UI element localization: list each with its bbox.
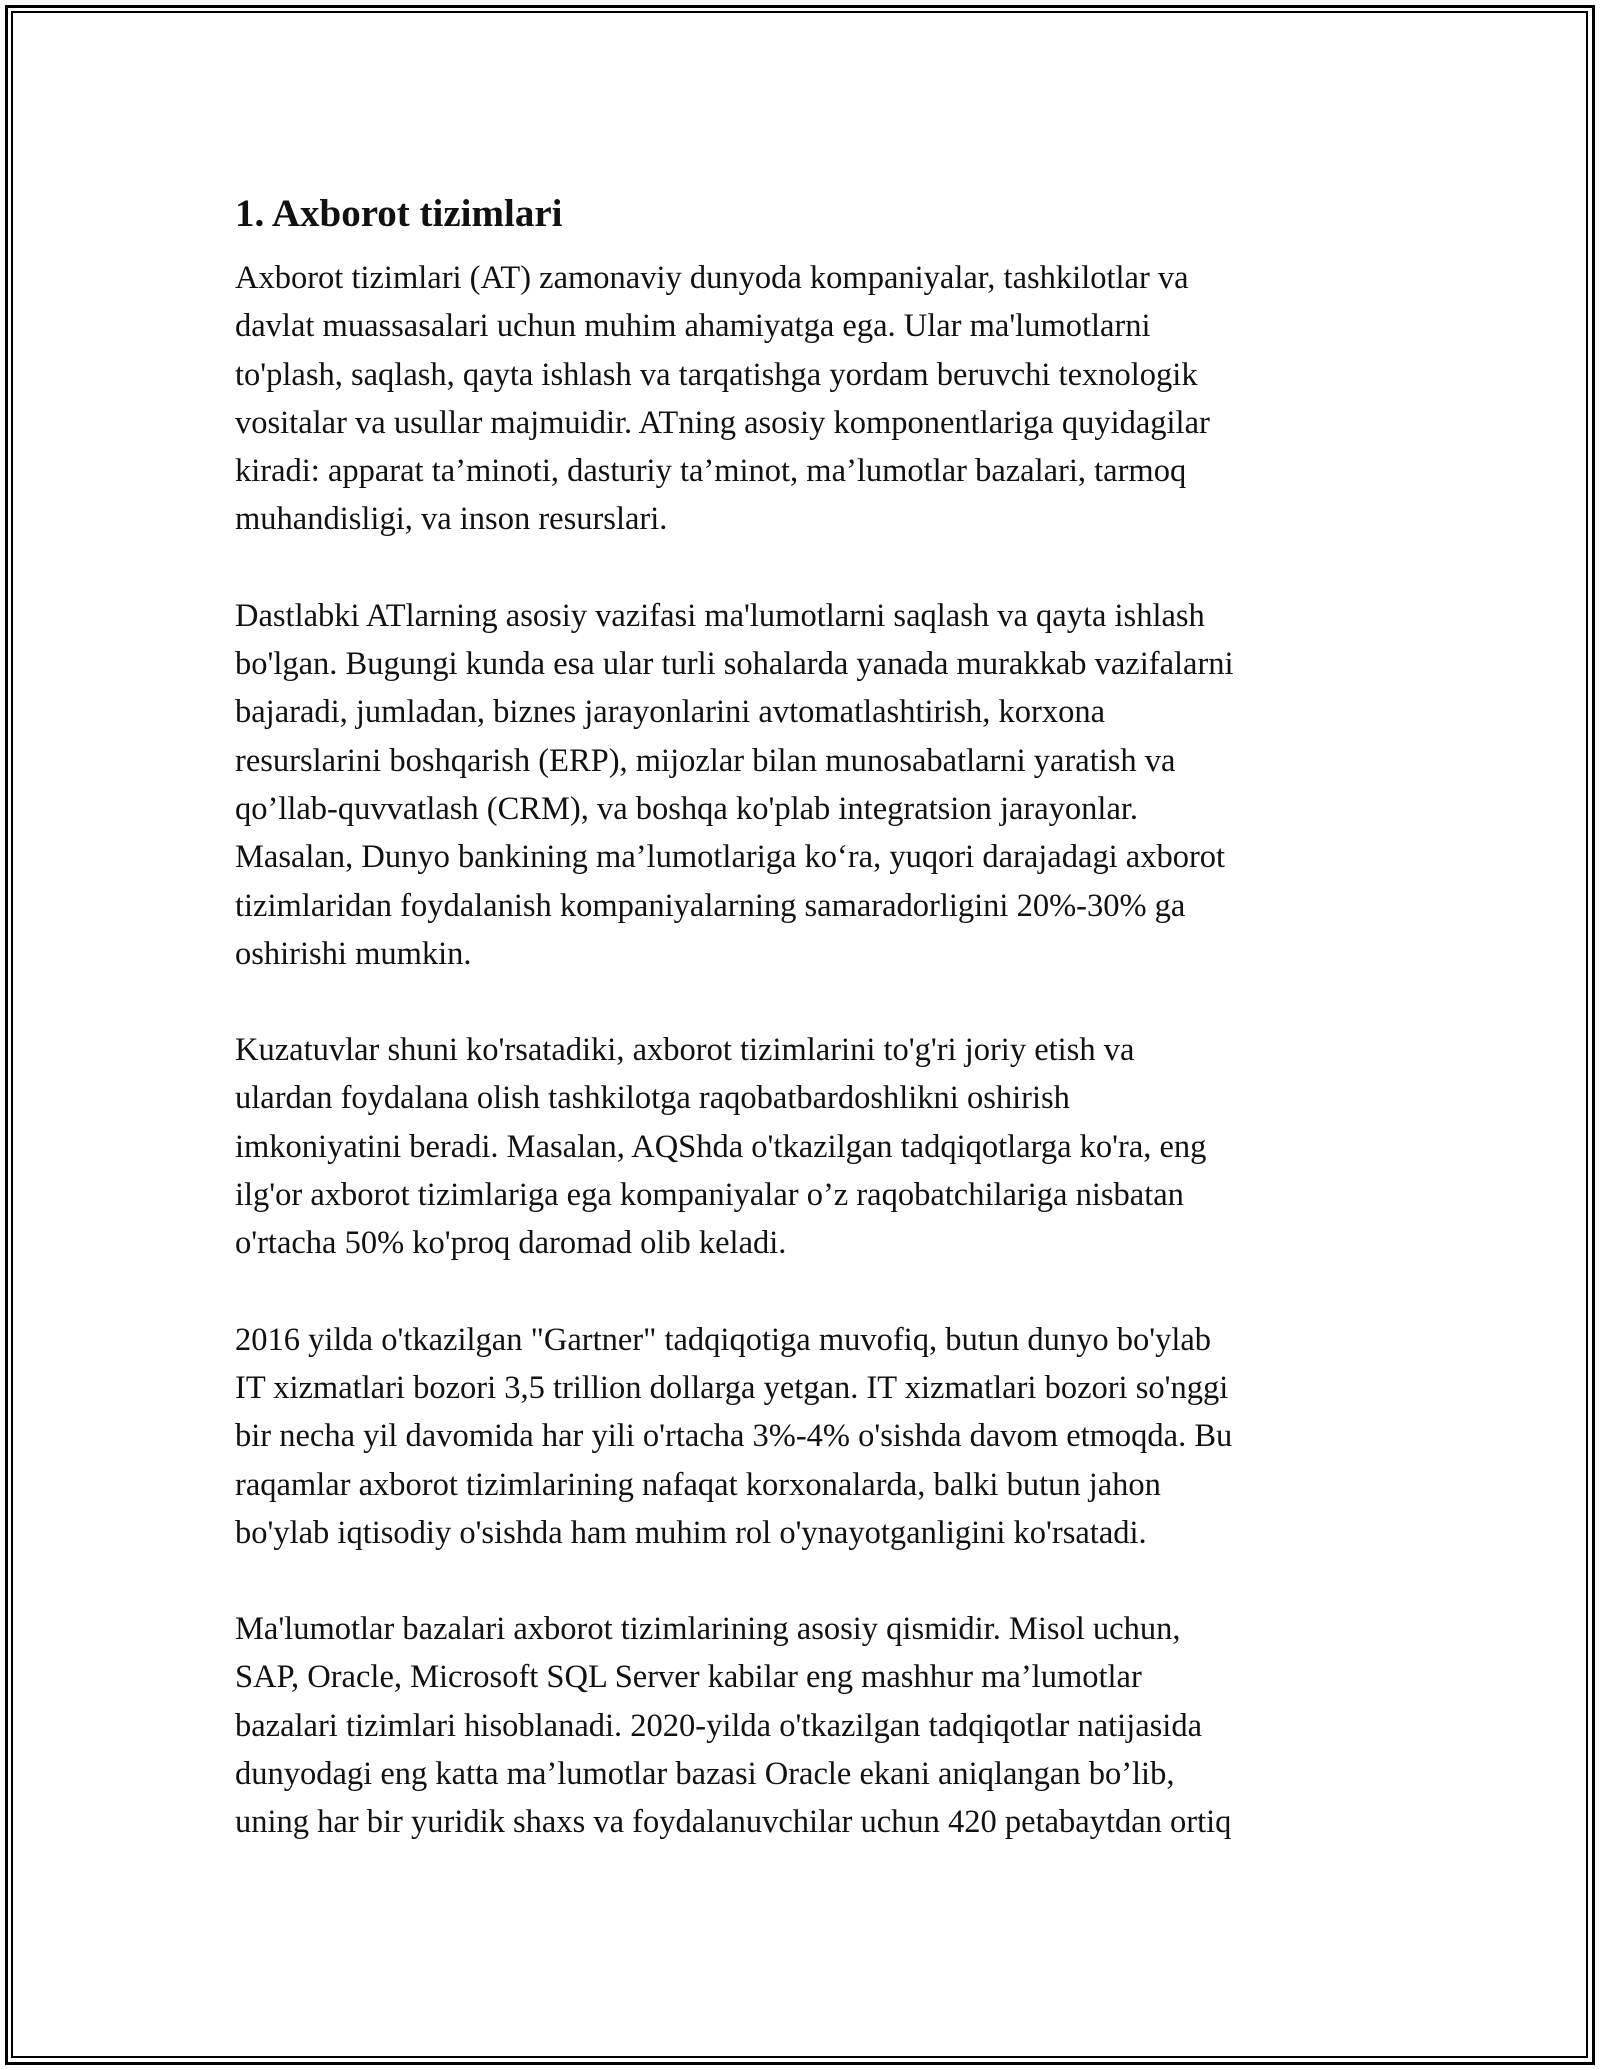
text-line: IT xizmatlari bozori 3,5 trillion dollarga yetgan. IT xizmatlari bozori so'nggi xyxy=(235,1369,1229,1406)
text-line: 2016 yilda o'tkazilgan "Gartner" tadqiqotiga muvofiq, butun dunyo bo'ylab xyxy=(235,1321,1212,1358)
text-line: Kuzatuvlar shuni ko'rsatadiki, axborot tizimlarini to'g'ri joriy etish va xyxy=(235,1032,1135,1069)
text-line: resurslarini boshqarish (ERP), mijozlar bilan munosabatlarni yaratish va xyxy=(235,742,1176,779)
text-line: imkoniyatini beradi. Masalan, AQShda o'tkazilgan tadqiqotlarga ko'ra, eng xyxy=(235,1128,1207,1165)
text-line: tizimlaridan foydalanish kompaniyalarning samaradorligini 20%-30% ga xyxy=(235,887,1186,924)
text-line: bo'lgan. Bugungi kunda esa ular turli sohalarda yanada murakkab vazifalarni xyxy=(235,646,1234,683)
document-body xyxy=(235,186,1375,1895)
section-title: 1. Axborot tizimlari xyxy=(235,192,563,235)
text-line: dunyodagi eng katta ma’lumotlar bazasi Oracle ekani aniqlangan bo’lib, xyxy=(235,1756,1175,1793)
paragraph-5 xyxy=(235,1605,1375,1846)
text-line: Masalan, Dunyo bankining ma’lumotlariga ko‘ra, yuqori darajadagi axborot xyxy=(235,839,1226,876)
text-line: uning har bir yuridik shaxs va foydalanuvchilar uchun 420 petabaytdan ortiq xyxy=(235,1804,1232,1841)
text-line: qo’llab-quvvatlash (CRM), va boshqa ko'plab integratsion jarayonlar. xyxy=(235,790,1139,827)
text-line: ilg'or axborot tizimlariga ega kompaniyalar o’z raqobatchilariga nisbatan xyxy=(235,1177,1184,1214)
paragraph-1 xyxy=(235,254,1375,544)
text-line: oshirishi mumkin. xyxy=(235,935,472,972)
text-line: SAP, Oracle, Microsoft SQL Server kabilar eng mashhur ma’lumotlar xyxy=(235,1659,1142,1696)
text-line: davlat muassasalari uchun muhim ahamiyatga ega. Ular ma'lumotlarni xyxy=(235,308,1151,345)
text-line: Ma'lumotlar bazalari axborot tizimlarining asosiy qismidir. Misol uchun, xyxy=(235,1611,1181,1648)
text-line: Dastlabki ATlarning asosiy vazifasi ma'lumotlarni saqlash va qayta ishlash xyxy=(235,597,1205,634)
text-line: to'plash, saqlash, qayta ishlash va tarqatishga yordam beruvchi texnologik xyxy=(235,356,1198,393)
text-line: bir necha yil davomida har yili o'rtacha 3%-4% o'sishda davom etmoqda. Bu xyxy=(235,1418,1233,1455)
paragraph-2 xyxy=(235,592,1375,978)
text-line: muhandisligi, va inson resurslari. xyxy=(235,501,668,538)
paragraph-3 xyxy=(235,1026,1375,1267)
text-line: bo'ylab iqtisodiy o'sishda ham muhim rol o'ynayotganligini ko'rsatadi. xyxy=(235,1514,1147,1551)
text-line: o'rtacha 50% ko'proq daromad olib keladi. xyxy=(235,1225,787,1262)
text-line: kiradi: apparat ta’minoti, dasturiy ta’minot, ma’lumotlar bazalari, tarmoq xyxy=(235,453,1187,490)
text-line: bajaradi, jumladan, biznes jarayonlarini avtomatlashtirish, korxona xyxy=(235,694,1106,731)
text-line: raqamlar axborot tizimlarining nafaqat korxonalarda, balki butun jahon xyxy=(235,1466,1161,1503)
paragraph-4 xyxy=(235,1316,1375,1557)
text-line: vositalar va usullar majmuidir. ATning asosiy komponentlariga quyidagilar xyxy=(235,404,1210,441)
text-line: Axborot tizimlari (AT) zamonaviy dunyoda kompaniyalar, tashkilotlar va xyxy=(235,260,1189,296)
text-line: ulardan foydalana olish tashkilotga raqobatbardoshlikni oshirish xyxy=(235,1080,1070,1117)
text-line: bazalari tizimlari hisoblanadi. 2020-yilda o'tkazilgan tadqiqotlar natijasida xyxy=(235,1707,1203,1744)
